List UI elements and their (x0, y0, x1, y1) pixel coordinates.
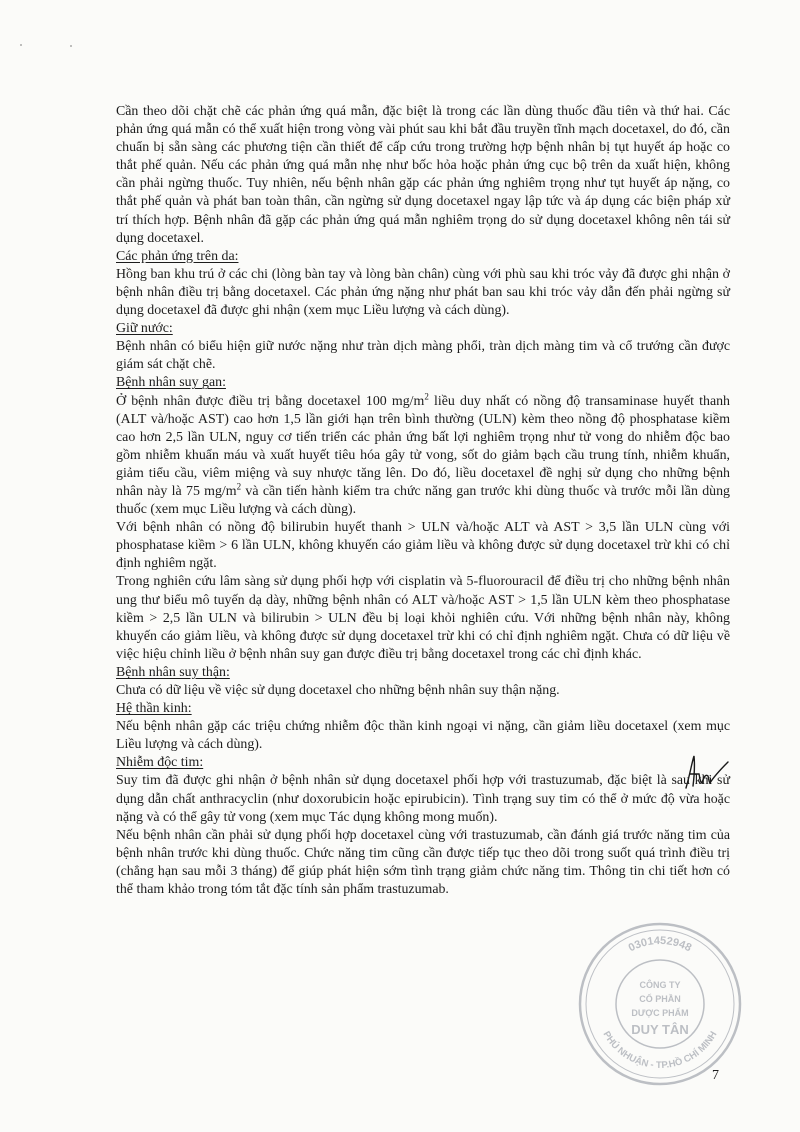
stamp-text: DƯỢC PHẨM (631, 1008, 689, 1018)
paragraph: Hồng ban khu trú ở các chi (lòng bàn tay và lòng bàn chân) cùng với phù sau khi tróc vảy đã được ghi nhận ở bệnh nhân điều trị bằng docetaxel. Các phản ứng nặng như phát ban sau khi tróc vảy dẫn đến phải ngừng sử dụng docetaxel đã được ghi nhận (xem mục Liều lượng và cách dùng). (116, 266, 730, 319)
svg-text:0301452948: 0301452948 (626, 934, 694, 955)
paragraph: Nếu bệnh nhân cần phải sử dụng phối hợp docetaxel cùng với trastuzumab, cần đánh giá trước năng tim của bệnh nhân trước khi dùng thuốc. Chức năng tim cũng cần được tiếp tục theo dõi trong suốt quá trình điều trị (chẳng hạn sau mỗi 3 tháng) để giúp phát hiện sớm tình trạng giảm chức năng tim. Thông tin chi tiết hơn có thể tham khảo trong tóm tắt đặc tính sản phẩm trastuzumab. (116, 827, 730, 898)
scan-speck (20, 44, 22, 46)
svg-text:PHÚ NHUẬN - TP.HỒ CHÍ MINH: PHÚ NHUẬN - TP.HỒ CHÍ MINH (600, 1029, 720, 1072)
stamp-text: CỔ PHẦN (639, 994, 681, 1004)
section-heading: Hệ thần kinh: (116, 701, 192, 717)
section-heading: Bệnh nhân suy gan: (116, 375, 226, 391)
paragraph: Với bệnh nhân có nồng độ bilirubin huyết thanh > ULN và/hoặc ALT và AST > 3,5 lần ULN cùng với phosphatase kiềm > 6 lần ULN, không khuyến cáo giảm liều và không được sử dụng docetaxel trừ khi có chỉ định nghiêm ngặt. (116, 520, 730, 572)
scan-speck (70, 45, 72, 47)
section-heading: Các phản ứng trên da: (116, 248, 239, 264)
section-heading: Bệnh nhân suy thận: (116, 664, 230, 680)
section-heading: Giữ nước: (116, 321, 173, 337)
page-number: 7 (712, 1068, 719, 1083)
handwritten-signature (682, 752, 732, 792)
paragraph: Bệnh nhân có biểu hiện giữ nước nặng như tràn dịch màng phổi, tràn dịch màng tim và cổ trướng cần được giám sát chặt chẽ. (116, 339, 730, 373)
section-heading: Nhiễm độc tim: (116, 755, 204, 771)
paragraph: Ở bệnh nhân được điều trị bằng docetaxel 100 $mg/m^2$ liều duy nhất có nồng độ transaminase huyết thanh (ALT và/hoặc AST) cao hơn 1,5 lần giới hạn trên bình thường (ULN) kèm theo nồng độ phosphatase kiềm cao hơn 2,5 lần ULN, nguy cơ tiến triển các phản ứng bất lợi nghiêm trọng như tử vong do nhiễm độc bao gồm nhiễm khuẩn máu và xuất huyết tiêu hóa gây tử vong, sốt do giảm bạch cầu trung tính, nhiễm khuẩn, giảm tiểu cầu, viêm miệng và suy nhược tăng lên. Do đó, liều docetaxel đề nghị sử dụng cho những bệnh nhân này là 75 $mg/m^2$ và cần tiến hành kiểm tra chức năng gan trước khi dùng thuốc và trước mỗi lần dùng thuốc (xem mục Liều lượng và cách dùng). (116, 390, 730, 518)
paragraph: Trong nghiên cứu lâm sàng sử dụng phối hợp với cisplatin và 5-fluorouracil để điều trị cho những bệnh nhân ung thư biểu mô tuyến dạ dày, những bệnh nhân có ALT và/hoặc AST > 1,5 lần ULN kèm theo phosphatase kiềm > 2,5 lần ULN và bilirubin > ULN đều bị loại khỏi nghiên cứu. Với những bệnh nhân này, không khuyến cáo giảm liều, và không được sử dụng docetaxel trừ khi có chỉ định nghiêm ngặt. Chưa có dữ liệu về việc hiệu chỉnh liều ở bệnh nhân suy gan được điều trị bằng docetaxel trong các chỉ định khác. (116, 574, 730, 662)
paragraph: Cần theo dõi chặt chẽ các phản ứng quá mẫn, đặc biệt là trong các lần dùng thuốc đầu tiên và thứ hai. Các phản ứng quá mẫn có thể xuất hiện trong vòng vài phút sau khi bắt đầu truyền tĩnh mạch docetaxel, do đó, cần chuẩn bị sẵn sàng các phương tiện cần thiết để cấp cứu trong trường hợp bệnh nhân bị tụt huyết áp hoặc co thắt phế quản. Nếu các phản ứng quá mẫn nhẹ như bốc hỏa hoặc phản ứng cục bộ trên da xuất hiện, không cần phải ngừng thuốc. Tuy nhiên, nếu bệnh nhân gặp các phản ứng nghiêm trọng như tụt huyết áp nặng, co thắt phế quản và phát ban toàn thân, cần ngừng sử dụng docetaxel ngay lập tức và áp dụng các biện pháp xử trí thích hợp. Bệnh nhân đã gặp các phản ứng quá mẫn nghiêm trọng do sử dụng docetaxel không nên tái sử dụng docetaxel. (116, 104, 730, 246)
stamp-text: DUY TÂN (631, 1022, 689, 1037)
company-seal-stamp (576, 920, 744, 1088)
paragraph: Suy tim đã được ghi nhận ở bệnh nhân sử dụng docetaxel phối hợp với trastuzumab, đặc biệt là sau khi sử dụng dẫn chất anthracyclin (như doxorubicin hoặc epirubicin). Tình trạng suy tim có thể ở mức độ vừa hoặc nặng và có thể gây tử vong (xem mục Tác dụng không mong muốn). (116, 773, 730, 825)
paragraph: Nếu bệnh nhân gặp các triệu chứng nhiễm độc thần kinh ngoại vi nặng, cần giảm liều docetaxel (xem mục Liều lượng và cách dùng). (116, 719, 730, 753)
document-body (116, 103, 730, 899)
stamp-text: CÔNG TY (639, 980, 681, 990)
paragraph: Chưa có dữ liệu về việc sử dụng docetaxel cho những bệnh nhân suy thận nặng. (116, 683, 560, 698)
